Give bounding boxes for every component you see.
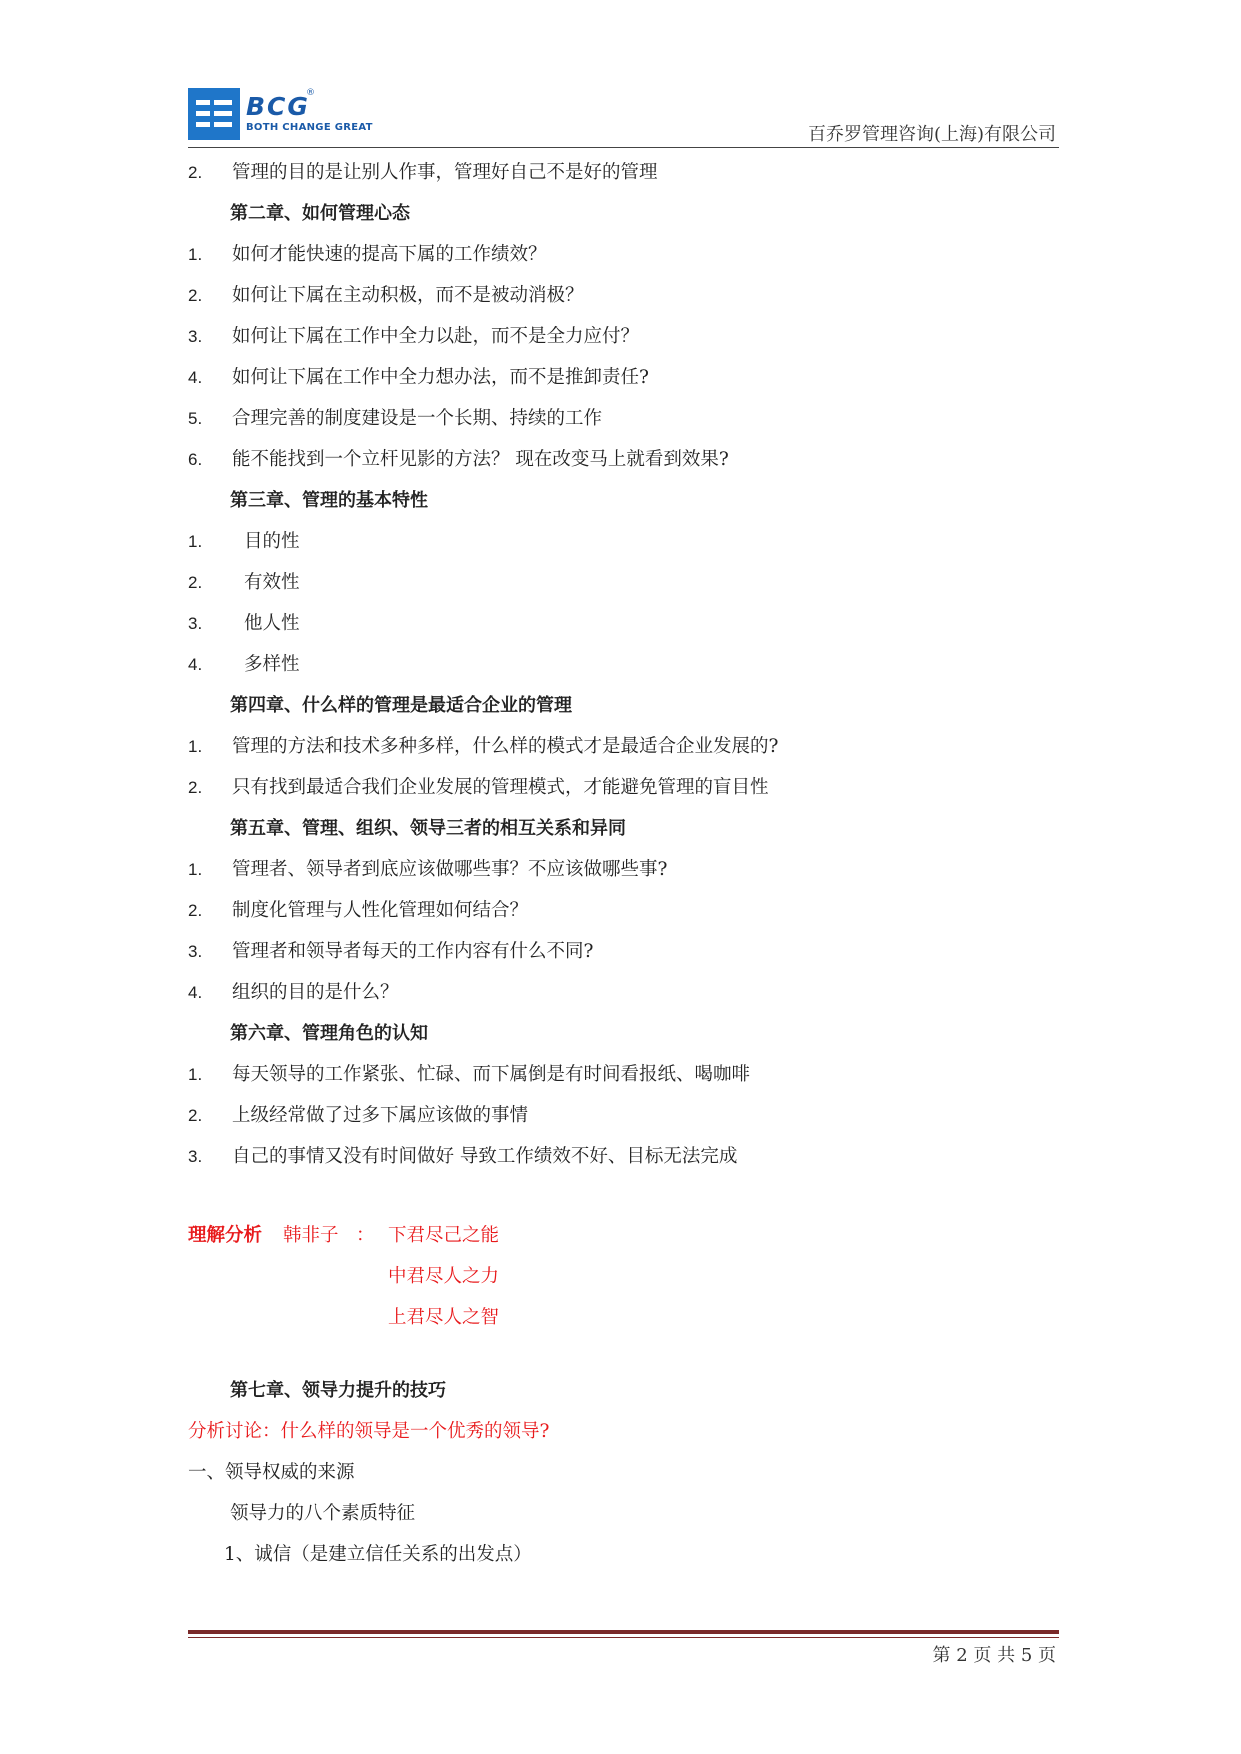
- spacer: [188, 1177, 1068, 1215]
- header-divider: [188, 147, 1059, 148]
- item-number: 2.: [188, 163, 203, 182]
- item-text: 上级经常做了过多下属应该做的事情: [232, 1105, 529, 1126]
- logo-mark-icon: [188, 88, 240, 140]
- analysis-author: 韩非子: [283, 1225, 339, 1246]
- section-title: 一、领导权威的来源: [188, 1462, 355, 1483]
- item-text: 有效性: [244, 572, 300, 593]
- item-number: 3.: [188, 942, 203, 961]
- point-row: [188, 1534, 1068, 1575]
- document-body: [188, 152, 1068, 1575]
- list-item: [188, 890, 1068, 931]
- logo-tagline: BOTH CHANGE GREAT: [246, 122, 373, 133]
- item-text: 组织的目的是什么？: [232, 982, 399, 1003]
- list-item: [188, 644, 1068, 685]
- item-text: 他人性: [244, 613, 300, 634]
- company-name: 百乔罗管理咨询(上海)有限公司: [807, 124, 1056, 145]
- item-text: 管理的目的是让别人作事，管理好自己不是好的管理: [232, 162, 658, 183]
- chapter-heading: [188, 685, 1068, 726]
- chapter-heading: [188, 1013, 1068, 1054]
- footer-divider-thin: [188, 1637, 1059, 1638]
- discussion-row: [188, 1411, 1068, 1452]
- list-item: [188, 152, 1068, 193]
- chapter-3-heading: 第三章、管理的基本特性: [230, 490, 428, 511]
- chapter-4-heading: 第四章、什么样的管理是最适合企业的管理: [230, 695, 572, 716]
- list-item: [188, 849, 1068, 890]
- page-number: 第 2 页 共 5 页: [932, 1645, 1056, 1666]
- list-item: [188, 357, 1068, 398]
- section-row: [188, 1452, 1068, 1493]
- item-number: 2.: [188, 901, 203, 920]
- list-item: [188, 767, 1068, 808]
- chapter-7-heading: 第七章、领导力提升的技巧: [230, 1380, 446, 1401]
- item-text: 能不能找到一个立杆见影的方法？ 现在改变马上就看到效果?: [232, 449, 729, 470]
- item-number: 4.: [188, 655, 203, 674]
- item-number: 2.: [188, 778, 203, 797]
- list-item: [188, 234, 1068, 275]
- item-number: 4.: [188, 368, 203, 387]
- item-number: 3.: [188, 327, 203, 346]
- item-text: 如何让下属在主动积极，而不是被动消极？: [232, 285, 584, 306]
- item-number: 5.: [188, 409, 203, 428]
- item-text: 制度化管理与人性化管理如何结合？: [232, 900, 529, 921]
- item-text: 目的性: [244, 531, 300, 552]
- item-text: 每天领导的工作紧张、忙碌、而下属倒是有时间看报纸、喝咖啡: [232, 1064, 751, 1085]
- list-item: [188, 1054, 1068, 1095]
- list-item: [188, 972, 1068, 1013]
- list-item: [188, 931, 1068, 972]
- point-text: 1、诚信（是建立信任关系的出发点）: [224, 1544, 532, 1565]
- chapter-2-heading: 第二章、如何管理心态: [230, 203, 410, 224]
- subsection-row: [188, 1493, 1068, 1534]
- list-item: [188, 1136, 1068, 1177]
- chapter-heading: [188, 1370, 1068, 1411]
- item-text: 管理的方法和技术多种多样，什么样的模式才是最适合企业发展的?: [232, 736, 779, 757]
- company-logo: [188, 88, 373, 144]
- item-text: 多样性: [244, 654, 300, 675]
- discussion-prompt: 分析讨论：什么样的领导是一个优秀的领导?: [188, 1421, 550, 1442]
- item-text: 自己的事情又没有时间做好 导致工作绩效不好、目标无法完成: [232, 1146, 738, 1167]
- analysis-colon: ：: [356, 1225, 375, 1246]
- list-item: [188, 726, 1068, 767]
- item-text: 管理者、领导者到底应该做哪些事？不应该做哪些事?: [232, 859, 668, 880]
- item-text: 合理完善的制度建设是一个长期、持续的工作: [232, 408, 603, 429]
- chapter-heading: [188, 193, 1068, 234]
- item-text: 如何让下属在工作中全力想办法，而不是推卸责任?: [232, 367, 649, 388]
- item-number: 3.: [188, 1147, 203, 1166]
- item-number: 1.: [188, 860, 203, 879]
- list-item: [188, 603, 1068, 644]
- item-number: 2.: [188, 286, 203, 305]
- analysis-quote-line: 上君尽人之智: [388, 1307, 500, 1328]
- list-item: [188, 1095, 1068, 1136]
- item-number: 1.: [188, 1065, 203, 1084]
- list-item: [188, 521, 1068, 562]
- chapter-6-heading: 第六章、管理角色的认知: [230, 1023, 428, 1044]
- analysis-quote-line: 中君尽人之力: [388, 1266, 500, 1287]
- item-number: 2.: [188, 1106, 203, 1125]
- item-number: 3.: [188, 614, 203, 633]
- list-item: [188, 562, 1068, 603]
- analysis-row: [188, 1256, 1068, 1297]
- item-number: 4.: [188, 983, 203, 1002]
- analysis-row: [188, 1215, 1068, 1256]
- item-text: 管理者和领导者每天的工作内容有什么不同?: [232, 941, 594, 962]
- logo-registered-mark: ®: [306, 88, 315, 98]
- analysis-label: 理解分析: [188, 1225, 263, 1246]
- item-text: 如何让下属在工作中全力以赴，而不是全力应付？: [232, 326, 640, 347]
- spacer: [188, 1338, 1068, 1370]
- chapter-5-heading: 第五章、管理、组织、领导三者的相互关系和异同: [230, 818, 626, 839]
- item-number: 6.: [188, 450, 203, 469]
- item-text: 如何才能快速的提高下属的工作绩效？: [232, 244, 547, 265]
- item-number: 1.: [188, 737, 203, 756]
- logo-text: BCG: [246, 92, 310, 121]
- analysis-quote-line: 下君尽己之能: [388, 1225, 500, 1246]
- list-item: [188, 398, 1068, 439]
- footer-divider-thick: [188, 1630, 1059, 1634]
- item-number: 2.: [188, 573, 203, 592]
- list-item: [188, 439, 1068, 480]
- item-text: 只有找到最适合我们企业发展的管理模式，才能避免管理的盲目性: [232, 777, 769, 798]
- list-item: [188, 275, 1068, 316]
- chapter-heading: [188, 808, 1068, 849]
- item-number: 1.: [188, 245, 203, 264]
- item-number: 1.: [188, 532, 203, 551]
- list-item: [188, 316, 1068, 357]
- chapter-heading: [188, 480, 1068, 521]
- subsection-title: 领导力的八个素质特征: [230, 1503, 416, 1524]
- analysis-row: [188, 1297, 1068, 1338]
